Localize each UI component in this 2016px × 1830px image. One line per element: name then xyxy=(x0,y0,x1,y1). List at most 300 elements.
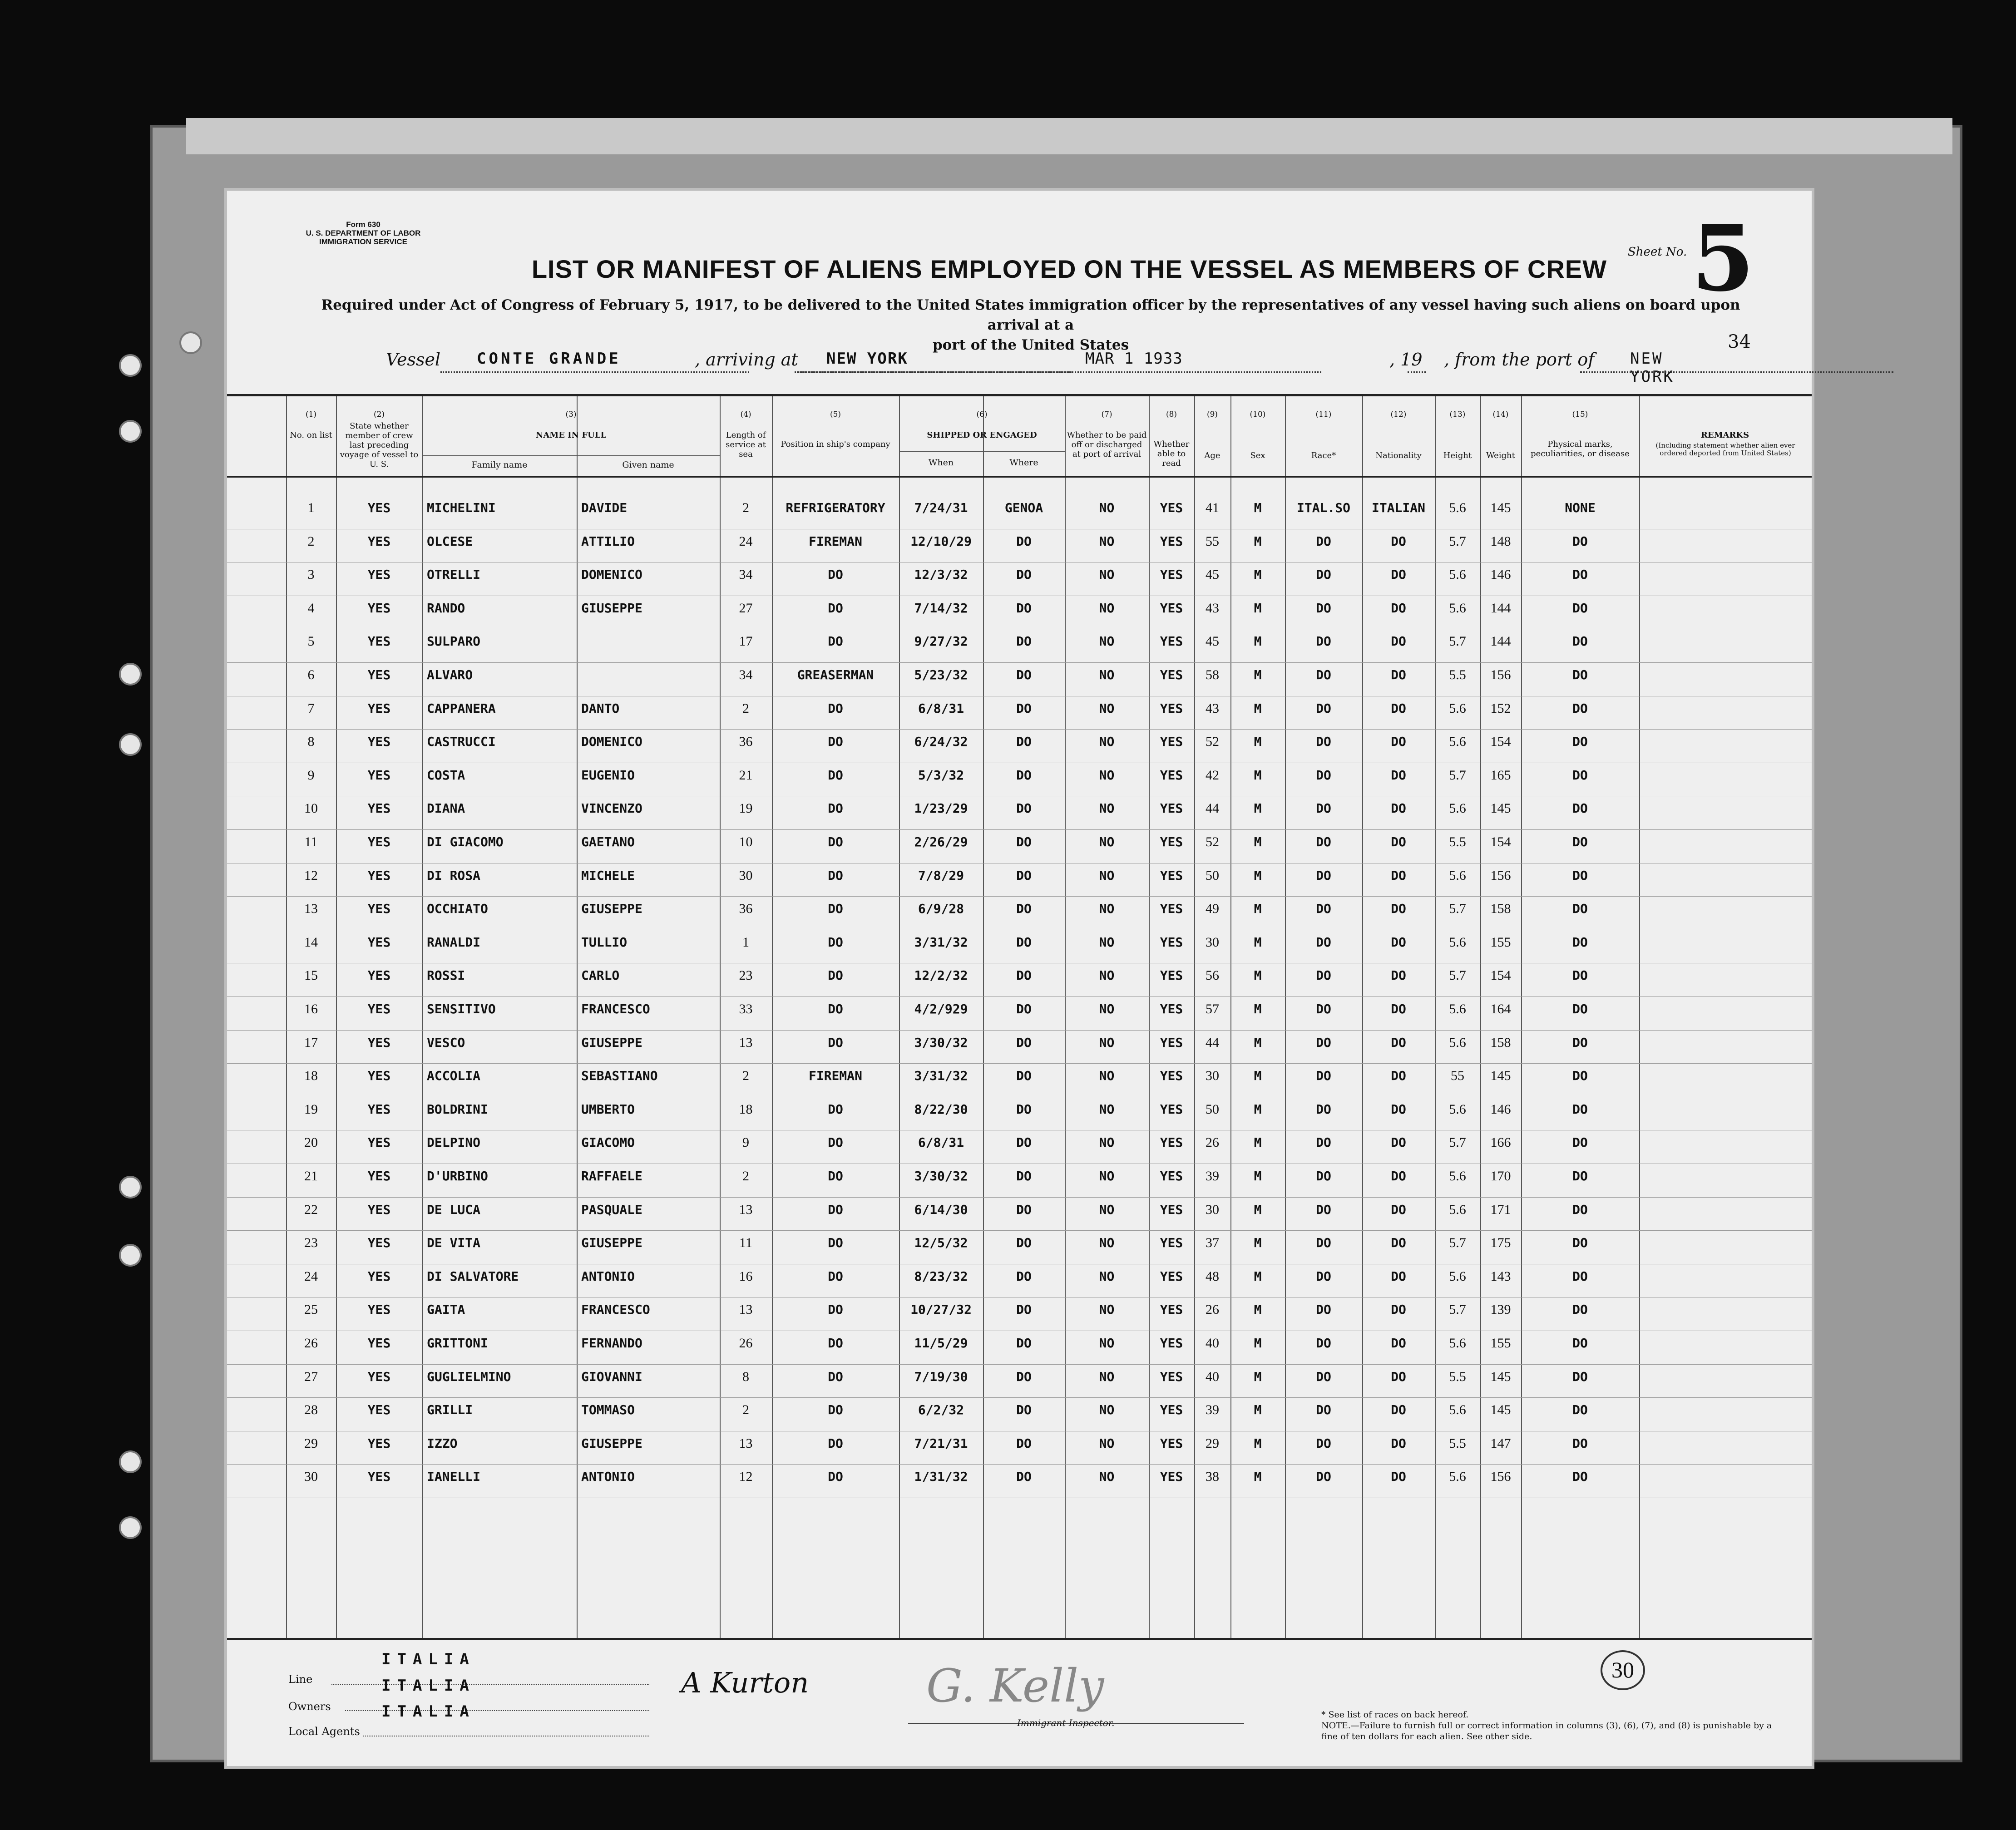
service-length: 13 xyxy=(739,1436,753,1451)
column-header-shipped: SHIPPED OR ENGAGED xyxy=(927,430,1037,440)
previous-voyage: YES xyxy=(367,534,391,549)
position: DO xyxy=(828,768,843,783)
physical-marks: DO xyxy=(1572,1169,1588,1184)
previous-voyage: YES xyxy=(367,768,391,783)
row-number: 9 xyxy=(307,768,315,783)
sex: M xyxy=(1254,1470,1262,1485)
row-number: 10 xyxy=(304,801,318,816)
race: DO xyxy=(1316,1369,1331,1384)
able-to-read: YES xyxy=(1160,534,1183,549)
family-name: DELPINO xyxy=(427,1135,481,1150)
height: 5.6 xyxy=(1449,1035,1466,1050)
weight: 156 xyxy=(1490,868,1511,883)
shipped-when: 6/8/31 xyxy=(918,701,964,716)
height: 5.6 xyxy=(1449,935,1466,950)
paid-off: NO xyxy=(1099,1169,1115,1184)
sex: M xyxy=(1254,735,1262,750)
family-name: SENSITIVO xyxy=(427,1002,496,1016)
physical-marks: DO xyxy=(1572,1035,1588,1050)
height: 5.6 xyxy=(1449,1102,1466,1117)
column-header-remarks-note: (Including statement whether alien ever ordered deported from United States) xyxy=(1655,441,1795,457)
family-name: GRILLI xyxy=(427,1403,473,1418)
row-rule xyxy=(227,996,1812,997)
weight: 154 xyxy=(1490,835,1511,849)
row-rule xyxy=(227,1397,1812,1398)
weight: 144 xyxy=(1490,601,1511,616)
position: DO xyxy=(828,1336,843,1351)
able-to-read: YES xyxy=(1160,1269,1183,1284)
physical-marks: DO xyxy=(1572,968,1588,983)
paid-off: NO xyxy=(1099,534,1115,549)
sex: M xyxy=(1254,567,1262,582)
agents-value: ITALIA xyxy=(381,1702,475,1721)
physical-marks: DO xyxy=(1572,868,1588,883)
previous-voyage: YES xyxy=(367,1002,391,1016)
inspector-label: Immigrant Inspector. xyxy=(1017,1717,1115,1728)
family-name: OCCHIATO xyxy=(427,902,488,917)
weight: 155 xyxy=(1490,1336,1511,1351)
age: 30 xyxy=(1206,935,1219,950)
physical-marks: DO xyxy=(1572,1002,1588,1016)
column-number: (9) xyxy=(1206,410,1218,419)
previous-voyage: YES xyxy=(367,1470,391,1485)
age: 26 xyxy=(1206,1302,1219,1317)
master-signature: A Kurton xyxy=(681,1666,809,1699)
shipped-when: 2/26/29 xyxy=(914,835,968,849)
shipped-when: 3/31/32 xyxy=(914,1069,968,1084)
physical-marks: DO xyxy=(1572,768,1588,783)
service-length: 8 xyxy=(742,1369,749,1384)
height: 5.6 xyxy=(1449,601,1466,616)
shipped-where: DO xyxy=(1016,968,1032,983)
paid-off: NO xyxy=(1099,1302,1115,1317)
service-length: 36 xyxy=(739,735,753,750)
sex: M xyxy=(1254,634,1262,649)
height: 55 xyxy=(1451,1069,1464,1084)
able-to-read: YES xyxy=(1160,1470,1183,1485)
service-length: 1 xyxy=(742,935,749,950)
able-to-read: YES xyxy=(1160,567,1183,582)
paid-off: NO xyxy=(1099,1269,1115,1284)
row-rule xyxy=(227,1063,1812,1064)
shipped-when: 7/14/32 xyxy=(914,601,968,616)
binder-hole xyxy=(119,1176,142,1199)
shipped-when: 12/3/32 xyxy=(914,567,968,582)
height: 5.6 xyxy=(1449,501,1466,515)
race: ITAL.SO xyxy=(1296,501,1350,515)
age: 55 xyxy=(1206,534,1219,549)
height: 5.5 xyxy=(1449,1436,1466,1451)
given-name: RAFFAELE xyxy=(581,1169,642,1184)
position: DO xyxy=(828,1002,843,1016)
column-number: (15) xyxy=(1572,410,1588,419)
column-number: (7) xyxy=(1101,410,1112,419)
sex: M xyxy=(1254,534,1262,549)
shipped-when: 5/3/32 xyxy=(918,768,964,783)
position: DO xyxy=(828,835,843,849)
family-name: RANALDI xyxy=(427,935,481,950)
binder-hole xyxy=(119,1450,142,1473)
dotted-line xyxy=(795,371,1072,373)
shipped-where: DO xyxy=(1016,701,1032,716)
family-name: DI ROSA xyxy=(427,868,481,883)
given-name: GIOVANNI xyxy=(581,1369,642,1384)
position: DO xyxy=(828,1102,843,1117)
row-number: 11 xyxy=(304,835,318,849)
given-name: DAVIDE xyxy=(581,501,628,515)
arrival-date: MAR 1 1933 xyxy=(1085,350,1183,368)
shipped-where: DO xyxy=(1016,1102,1032,1117)
shipped-where: DO xyxy=(1016,1302,1032,1317)
row-rule xyxy=(227,1230,1812,1231)
position: DO xyxy=(828,634,843,649)
header-subrule xyxy=(422,455,720,456)
age: 52 xyxy=(1206,835,1219,849)
family-name: SULPARO xyxy=(427,634,481,649)
family-name: DE LUCA xyxy=(427,1202,481,1217)
service-length: 2 xyxy=(742,1169,749,1184)
position: FIREMAN xyxy=(808,1069,862,1084)
column-divider xyxy=(1521,396,1522,1638)
able-to-read: YES xyxy=(1160,1202,1183,1217)
sex: M xyxy=(1254,1369,1262,1384)
previous-voyage: YES xyxy=(367,902,391,917)
physical-marks: DO xyxy=(1572,1369,1588,1384)
able-to-read: YES xyxy=(1160,902,1183,917)
position: DO xyxy=(828,868,843,883)
sex: M xyxy=(1254,868,1262,883)
age: 38 xyxy=(1206,1470,1219,1485)
shipped-when: 9/27/32 xyxy=(914,634,968,649)
race: DO xyxy=(1316,601,1331,616)
given-name: FERNANDO xyxy=(581,1336,642,1351)
binder-hole xyxy=(119,1516,142,1539)
shipped-where: DO xyxy=(1016,1135,1032,1150)
race: DO xyxy=(1316,935,1331,950)
shipped-where: DO xyxy=(1016,1369,1032,1384)
race: DO xyxy=(1316,1069,1331,1084)
service-length: 24 xyxy=(739,534,753,549)
paid-off: NO xyxy=(1099,1202,1115,1217)
able-to-read: YES xyxy=(1160,1302,1183,1317)
weight: 155 xyxy=(1490,935,1511,950)
shipped-where: DO xyxy=(1016,634,1032,649)
age: 49 xyxy=(1206,902,1219,917)
column-divider xyxy=(983,396,984,1638)
weight: 165 xyxy=(1490,768,1511,783)
shipped-when: 6/2/32 xyxy=(918,1403,964,1418)
subtitle-line-2: port of the United States xyxy=(932,337,1129,353)
column-header-where: Where xyxy=(1009,458,1038,468)
shipped-where: DO xyxy=(1016,902,1032,917)
race: DO xyxy=(1316,968,1331,983)
nationality: DO xyxy=(1391,1269,1406,1284)
sex: M xyxy=(1254,1302,1262,1317)
previous-voyage: YES xyxy=(367,1102,391,1117)
sex: M xyxy=(1254,701,1262,716)
shipped-when: 6/8/31 xyxy=(918,1135,964,1150)
physical-marks: DO xyxy=(1572,1069,1588,1084)
age: 45 xyxy=(1206,567,1219,582)
nationality: DO xyxy=(1391,601,1406,616)
physical-marks: DO xyxy=(1572,534,1588,549)
age: 37 xyxy=(1206,1236,1219,1251)
sex: M xyxy=(1254,935,1262,950)
race: DO xyxy=(1316,768,1331,783)
sex: M xyxy=(1254,1269,1262,1284)
previous-voyage: YES xyxy=(367,701,391,716)
column-divider xyxy=(1230,396,1231,1638)
vessel-label: Vessel xyxy=(386,350,441,370)
able-to-read: YES xyxy=(1160,601,1183,616)
shipped-when: 12/2/32 xyxy=(914,968,968,983)
sex: M xyxy=(1254,501,1262,515)
shipped-where: DO xyxy=(1016,1169,1032,1184)
sex: M xyxy=(1254,1135,1262,1150)
shipped-where: DO xyxy=(1016,868,1032,883)
shipped-when: 1/31/32 xyxy=(914,1470,968,1485)
able-to-read: YES xyxy=(1160,1336,1183,1351)
row-number: 1 xyxy=(307,501,315,515)
family-name: GAITA xyxy=(427,1302,465,1317)
column-header-given-name: Given name xyxy=(622,460,674,470)
agents-label: Local Agents xyxy=(288,1725,360,1738)
family-name: CASTRUCCI xyxy=(427,735,496,750)
able-to-read: YES xyxy=(1160,668,1183,682)
previous-voyage: YES xyxy=(367,1302,391,1317)
family-name: GUGLIELMINO xyxy=(427,1369,511,1384)
height: 5.6 xyxy=(1449,1403,1466,1418)
physical-marks: DO xyxy=(1572,701,1588,716)
weight: 156 xyxy=(1490,1470,1511,1485)
column-divider xyxy=(286,396,287,1638)
physical-marks: DO xyxy=(1572,902,1588,917)
column-divider xyxy=(772,396,773,1638)
age: 30 xyxy=(1206,1069,1219,1084)
column-divider xyxy=(1639,396,1640,1638)
age: 41 xyxy=(1206,501,1219,515)
previous-voyage: YES xyxy=(367,968,391,983)
previous-voyage: YES xyxy=(367,1269,391,1284)
physical-marks: DO xyxy=(1572,835,1588,849)
column-number: (11) xyxy=(1315,410,1332,419)
age: 50 xyxy=(1206,868,1219,883)
able-to-read: YES xyxy=(1160,801,1183,816)
physical-marks: DO xyxy=(1572,668,1588,682)
position: DO xyxy=(828,1035,843,1050)
shipped-where: DO xyxy=(1016,1069,1032,1084)
paid-off: NO xyxy=(1099,768,1115,783)
weight: 171 xyxy=(1490,1202,1511,1217)
sheet-label: Sheet No. xyxy=(1628,245,1687,259)
binder-hole xyxy=(179,331,202,354)
column-divider xyxy=(422,396,423,1638)
header-rule xyxy=(227,476,1812,478)
weight: 146 xyxy=(1490,567,1511,582)
weight: 144 xyxy=(1490,634,1511,649)
nationality: DO xyxy=(1391,1002,1406,1016)
physical-marks: DO xyxy=(1572,1302,1588,1317)
service-length: 2 xyxy=(742,501,749,515)
physical-marks: DO xyxy=(1572,801,1588,816)
weight: 143 xyxy=(1490,1269,1511,1284)
height: 5.7 xyxy=(1449,968,1466,983)
column-header-length-service: Length of service at sea xyxy=(726,430,766,459)
position: DO xyxy=(828,935,843,950)
previous-voyage: YES xyxy=(367,567,391,582)
height: 5.5 xyxy=(1449,1369,1466,1384)
column-divider xyxy=(1149,396,1150,1638)
age: 43 xyxy=(1206,601,1219,616)
paid-off: NO xyxy=(1099,1403,1115,1418)
row-rule xyxy=(227,1030,1812,1031)
position: DO xyxy=(828,1470,843,1485)
paid-off: NO xyxy=(1099,1369,1115,1384)
shipped-when: 11/5/29 xyxy=(914,1336,968,1351)
weight: 152 xyxy=(1490,701,1511,716)
nationality: DO xyxy=(1391,1135,1406,1150)
previous-voyage: YES xyxy=(367,1236,391,1251)
height: 5.6 xyxy=(1449,801,1466,816)
physical-marks: DO xyxy=(1572,1102,1588,1117)
physical-marks: DO xyxy=(1572,1403,1588,1418)
age: 45 xyxy=(1206,634,1219,649)
column-number: (6) xyxy=(976,410,988,419)
header-subrule xyxy=(899,451,1065,452)
column-number: (3) xyxy=(565,410,577,419)
nationality: DO xyxy=(1391,1436,1406,1451)
paid-off: NO xyxy=(1099,567,1115,582)
race: DO xyxy=(1316,735,1331,750)
previous-voyage: YES xyxy=(367,868,391,883)
height: 5.6 xyxy=(1449,1169,1466,1184)
sex: M xyxy=(1254,1202,1262,1217)
row-number: 26 xyxy=(304,1336,318,1351)
race: DO xyxy=(1316,835,1331,849)
service-length: 36 xyxy=(739,902,753,917)
column-header-when: When xyxy=(928,458,954,468)
column-header-physical: Physical marks, peculiarities, or disease xyxy=(1531,439,1630,459)
nationality: DO xyxy=(1391,768,1406,783)
nationality: DO xyxy=(1391,1403,1406,1418)
nationality: DO xyxy=(1391,1102,1406,1117)
physical-marks: DO xyxy=(1572,1236,1588,1251)
nationality: DO xyxy=(1391,1236,1406,1251)
column-number: (2) xyxy=(373,410,385,419)
row-number: 17 xyxy=(304,1035,318,1050)
column-number: (1) xyxy=(305,410,317,419)
able-to-read: YES xyxy=(1160,835,1183,849)
shipped-when: 6/14/30 xyxy=(914,1202,968,1217)
weight: 147 xyxy=(1490,1436,1511,1451)
inspector-signature: G. Kelly xyxy=(926,1659,1104,1712)
physical-marks: DO xyxy=(1572,1436,1588,1451)
height: 5.7 xyxy=(1449,768,1466,783)
row-number: 30 xyxy=(304,1470,318,1485)
column-header-weight: Weight xyxy=(1486,451,1515,460)
able-to-read: YES xyxy=(1160,1135,1183,1150)
height: 5.6 xyxy=(1449,701,1466,716)
column-header-paid-off: Whether to be paid off or discharged at port of arrival xyxy=(1067,430,1147,459)
sex: M xyxy=(1254,668,1262,682)
vessel-line xyxy=(386,350,1703,386)
given-name: VINCENZO xyxy=(581,801,642,816)
previous-voyage: YES xyxy=(367,1436,391,1451)
height: 5.7 xyxy=(1449,1135,1466,1150)
service-length: 10 xyxy=(739,835,753,849)
previous-voyage: YES xyxy=(367,801,391,816)
weight: 145 xyxy=(1490,1403,1511,1418)
weight: 145 xyxy=(1490,501,1511,515)
family-name: BOLDRINI xyxy=(427,1102,488,1117)
column-divider xyxy=(1285,396,1286,1638)
height: 5.6 xyxy=(1449,1470,1466,1485)
shipped-when: 12/5/32 xyxy=(914,1236,968,1251)
service-length: 13 xyxy=(739,1035,753,1050)
given-name: GIUSEPPE xyxy=(581,902,642,917)
nationality: DO xyxy=(1391,1035,1406,1050)
previous-voyage: YES xyxy=(367,501,391,515)
line-value: ITALIA xyxy=(381,1650,475,1668)
age: 40 xyxy=(1206,1336,1219,1351)
paid-off: NO xyxy=(1099,835,1115,849)
nationality: DO xyxy=(1391,1470,1406,1485)
able-to-read: YES xyxy=(1160,1403,1183,1418)
row-number: 3 xyxy=(307,567,315,582)
shipped-when: 12/10/29 xyxy=(910,534,972,549)
row-number: 22 xyxy=(304,1202,318,1217)
race: DO xyxy=(1316,902,1331,917)
given-name: TOMMASO xyxy=(581,1403,635,1418)
row-number: 2 xyxy=(307,534,315,549)
sex: M xyxy=(1254,768,1262,783)
sex: M xyxy=(1254,1169,1262,1184)
row-rule xyxy=(227,729,1812,730)
column-number: (5) xyxy=(830,410,841,419)
sex: M xyxy=(1254,601,1262,616)
dotted-line xyxy=(440,371,749,373)
given-name: DANTO xyxy=(581,701,620,716)
height: 5.7 xyxy=(1449,534,1466,549)
nationality: DO xyxy=(1391,701,1406,716)
position: DO xyxy=(828,735,843,750)
row-number: 16 xyxy=(304,1002,318,1016)
shipped-when: 7/24/31 xyxy=(914,501,968,515)
given-name: FRANCESCO xyxy=(581,1302,650,1317)
row-rule xyxy=(227,896,1812,897)
age: 50 xyxy=(1206,1102,1219,1117)
service-length: 11 xyxy=(739,1236,752,1251)
given-name: GIUSEPPE xyxy=(581,1035,642,1050)
from-port-label: , from the port of xyxy=(1444,350,1595,370)
family-name: MICHELINI xyxy=(427,501,496,515)
family-name: IZZO xyxy=(427,1436,458,1451)
form-number: Form 630 xyxy=(346,220,380,229)
binder-hole xyxy=(119,354,142,377)
age: 29 xyxy=(1206,1436,1219,1451)
height: 5.6 xyxy=(1449,1269,1466,1284)
column-divider xyxy=(1480,396,1481,1638)
paid-off: NO xyxy=(1099,1035,1115,1050)
shipped-when: 6/24/32 xyxy=(914,735,968,750)
shipped-when: 5/23/32 xyxy=(914,668,968,682)
race: DO xyxy=(1316,1436,1331,1451)
shipped-when: 3/30/32 xyxy=(914,1169,968,1184)
able-to-read: YES xyxy=(1160,1169,1183,1184)
shipped-where: DO xyxy=(1016,1269,1032,1284)
paid-off: NO xyxy=(1099,1336,1115,1351)
family-name: ROSSI xyxy=(427,968,465,983)
